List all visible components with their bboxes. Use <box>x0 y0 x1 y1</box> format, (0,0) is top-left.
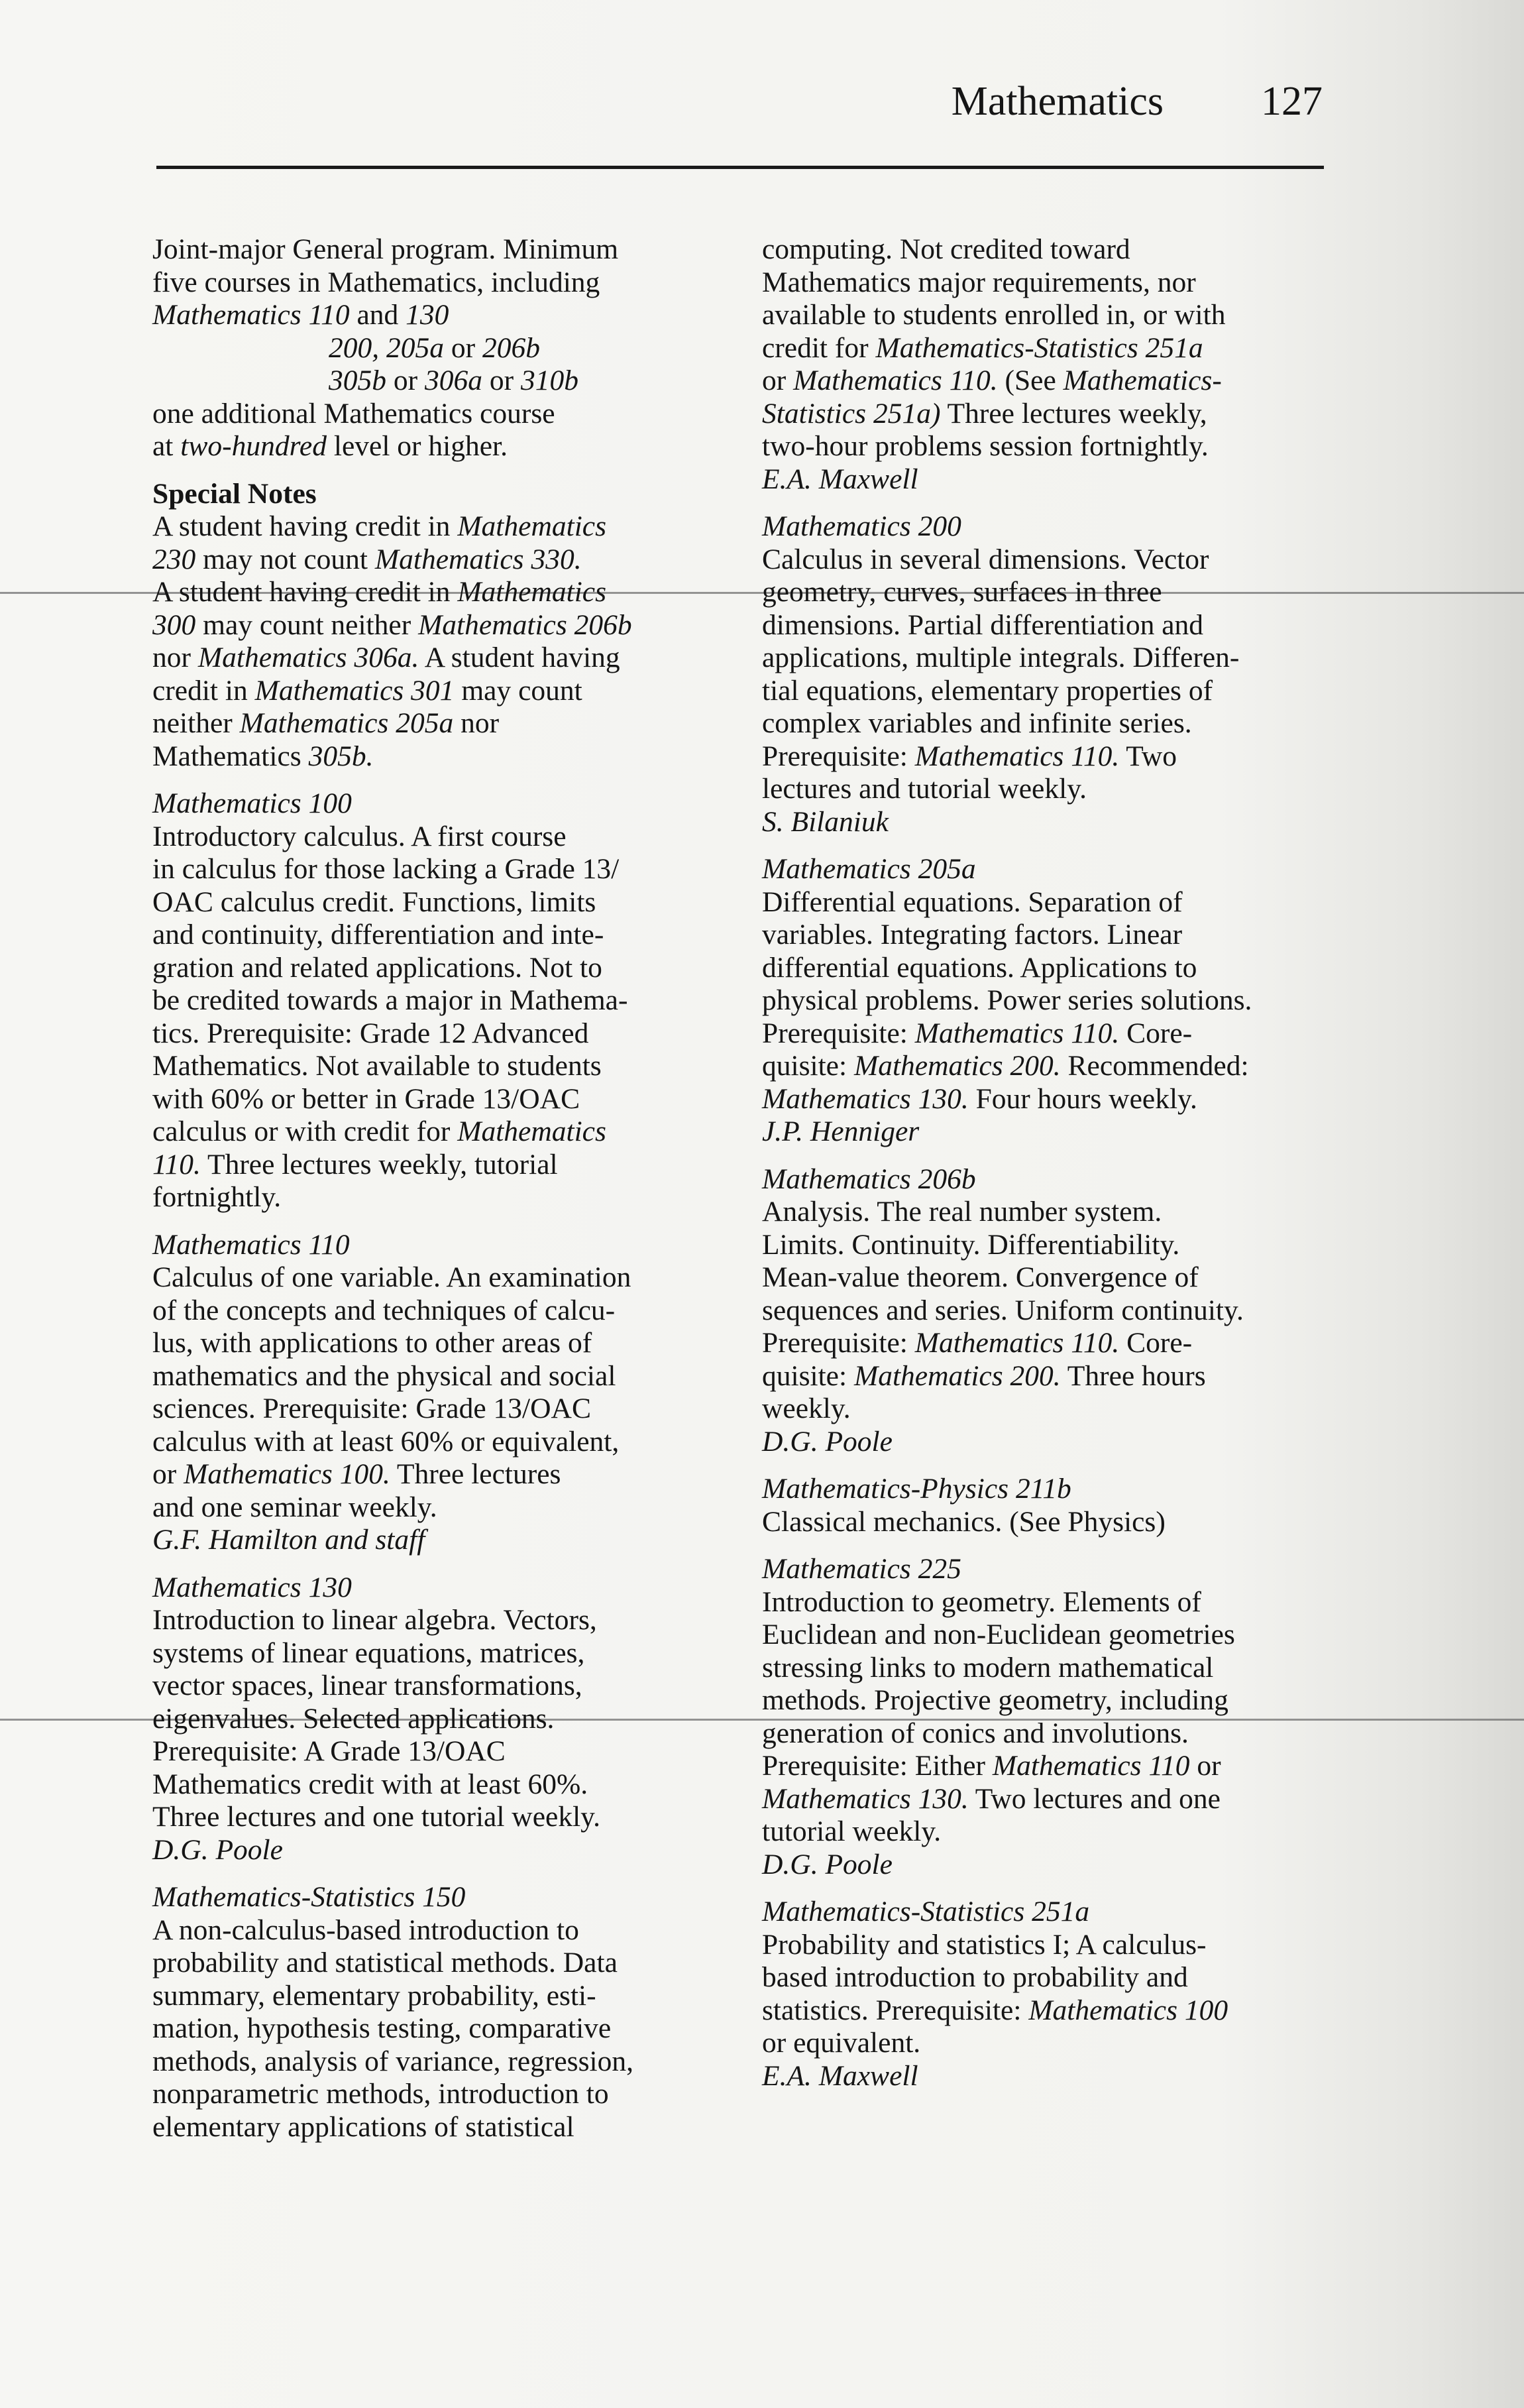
text-line: differential equations. Applications to <box>762 951 1197 984</box>
text-line: applications, multiple integrals. Differen- <box>762 642 1240 673</box>
text-line: methods. Projective geometry, including <box>762 1684 1228 1716</box>
text-line: at two-hundred level or higher. <box>152 430 508 462</box>
program-requirements <box>152 233 729 463</box>
course-title: Mathematics 206b <box>762 1163 976 1195</box>
header-rule <box>156 166 1324 169</box>
text-line: lectures and tutorial weekly. <box>762 773 1087 805</box>
course-title: Mathematics 205a <box>762 853 976 885</box>
text-line: Calculus in several dimensions. Vector <box>762 543 1209 575</box>
text-line: mation, hypothesis testing, comparative <box>152 2012 612 2044</box>
course-entry <box>152 1229 729 1557</box>
instructor-name: D.G. Poole <box>152 1833 283 1866</box>
text-line: tial equations, elementary properties of <box>762 674 1213 707</box>
text-line: A student having credit in Mathematics <box>152 576 607 608</box>
text-line: or Mathematics 100. Three lectures <box>152 1458 561 1490</box>
instructor-name: J.P. Henniger <box>762 1116 920 1147</box>
course-title: Mathematics-Statistics 150 <box>152 1881 466 1913</box>
text-line: tutorial weekly. <box>762 1815 942 1847</box>
text-line: Analysis. The real number system. <box>762 1196 1162 1228</box>
text-line: 300 may count neither Mathematics 206b <box>152 608 632 641</box>
text-line: probability and statistical methods. Data <box>152 1947 618 1978</box>
course-entry <box>762 853 1345 1149</box>
running-head-title: Mathematics <box>951 79 1164 124</box>
text-line: Euclidean and non-Euclidean geometries <box>762 1619 1235 1650</box>
text-line: Mathematics. Not available to students <box>152 1050 602 1082</box>
text-line: Prerequisite: Mathematics 110. Core- <box>762 1327 1193 1359</box>
course-title: Mathematics 200 <box>762 510 961 542</box>
text-line: sciences. Prerequisite: Grade 13/OAC <box>152 1393 591 1424</box>
text-line: nonparametric methods, introduction to <box>152 2078 609 2110</box>
text-line: Mathematics 130. Two lectures and one <box>762 1782 1221 1815</box>
text-line: Mathematics major requirements, nor <box>762 266 1196 298</box>
course-entry <box>152 1572 729 1867</box>
instructor-name: E.A. Maxwell <box>762 2059 918 2092</box>
text-line: Introduction to linear algebra. Vectors, <box>152 1604 597 1636</box>
text-line: Prerequisite: Mathematics 110. Two <box>762 740 1177 772</box>
text-line: 110. Three lectures weekly, tutorial <box>152 1148 558 1180</box>
course-title: Mathematics 130 <box>152 1571 352 1603</box>
text-line: and continuity, differentiation and inte- <box>152 919 604 950</box>
course-entry <box>762 1163 1345 1459</box>
text-line: Classical mechanics. (See Physics) <box>762 1505 1166 1538</box>
instructor-name: D.G. Poole <box>762 1425 893 1458</box>
text-line: Mathematics 130. Four hours weekly. <box>762 1082 1197 1115</box>
text-line: quisite: Mathematics 200. Three hours <box>762 1359 1206 1392</box>
text-line: stressing links to modern mathematical <box>762 1651 1214 1684</box>
text-line: two-hour problems session fortnightly. <box>762 430 1209 462</box>
text-line: neither Mathematics 205a nor <box>152 707 500 739</box>
text-line: be credited towards a major in Mathema- <box>152 984 628 1016</box>
text-line: Introductory calculus. A first course <box>152 820 567 852</box>
text-line: with 60% or better in Grade 13/OAC <box>152 1082 580 1115</box>
text-line: A non-calculus-based introduction to <box>152 1914 579 1946</box>
text-line: one additional Mathematics course <box>152 397 555 430</box>
text-line: credit in Mathematics 301 may count <box>152 674 582 707</box>
text-line: Limits. Continuity. Differentiability. <box>762 1228 1180 1261</box>
section-heading: Special Notes <box>152 477 317 510</box>
course-title: Mathematics-Physics 211b <box>762 1473 1071 1505</box>
text-line: mathematics and the physical and social <box>152 1359 616 1392</box>
text-line: Three lectures and one tutorial weekly. <box>152 1801 600 1833</box>
text-line: and one seminar weekly. <box>152 1491 437 1523</box>
text-line: complex variables and infinite series. <box>762 707 1192 739</box>
text-line: dimensions. Partial differentiation and <box>762 608 1204 641</box>
text-line: statistics. Prerequisite: Mathematics 100 <box>762 1994 1228 2026</box>
special-notes <box>152 478 729 774</box>
text-line: 200, 205a or 206b <box>329 331 540 364</box>
text-line: OAC calculus credit. Functions, limits <box>152 886 596 918</box>
left-column <box>152 233 729 2158</box>
text-line: 230 may not count Mathematics 330. <box>152 543 582 575</box>
right-column <box>762 233 1345 2107</box>
text-line: or equivalent. <box>762 2027 921 2059</box>
course-title: Mathematics 110 <box>152 1228 350 1261</box>
text-line: credit for Mathematics-Statistics 251a <box>762 331 1203 364</box>
text-line: sequences and series. Uniform continuity. <box>762 1294 1244 1326</box>
text-line: Calculus of one variable. An examination <box>152 1261 631 1293</box>
text-line: computing. Not credited toward <box>762 233 1130 265</box>
text-line: five courses in Mathematics, including <box>152 266 600 298</box>
text-line: generation of conics and involutions. <box>762 1717 1189 1749</box>
text-line: or Mathematics 110. (See Mathematics- <box>762 365 1222 396</box>
text-line: calculus or with credit for Mathematics <box>152 1116 606 1147</box>
text-line: Prerequisite: Mathematics 110. Core- <box>762 1017 1193 1049</box>
text-line: Statistics 251a) Three lectures weekly, <box>762 397 1207 430</box>
text-line: Probability and statistics I; A calculus- <box>762 1928 1207 1961</box>
text-line: 305b or 306a or 310b <box>329 365 578 396</box>
text-line: Mathematics 305b. <box>152 740 374 772</box>
text-line: physical problems. Power series solutions. <box>762 984 1252 1016</box>
text-line: elementary applications of statistical <box>152 2110 574 2143</box>
text-line: weekly. <box>762 1393 851 1424</box>
course-entry <box>762 1896 1345 2093</box>
text-line: gration and related applications. Not to <box>152 951 602 984</box>
instructor-name: G.F. Hamilton and staff <box>152 1524 425 1556</box>
text-line: Joint-major General program. Minimum <box>152 233 619 265</box>
text-line: quisite: Mathematics 200. Recommended: <box>762 1050 1249 1082</box>
instructor-name: S. Bilaniuk <box>762 805 889 838</box>
text-line: Mathematics credit with at least 60%. <box>152 1768 588 1800</box>
text-line: in calculus for those lacking a Grade 13/ <box>152 853 620 885</box>
text-line: nor Mathematics 306a. A student having <box>152 642 620 673</box>
course-title: Mathematics-Statistics 251a <box>762 1896 1090 1927</box>
page-number: 127 <box>1261 79 1323 124</box>
text-line: calculus with at least 60% or equivalent, <box>152 1425 620 1458</box>
text-line: geometry, curves, surfaces in three <box>762 576 1162 608</box>
page-header <box>156 78 1323 138</box>
text-line: vector spaces, linear transformations, <box>152 1670 582 1701</box>
text-line: A student having credit in Mathematics <box>152 510 607 542</box>
course-entry <box>762 1553 1345 1881</box>
course-entry <box>762 510 1345 838</box>
text-line: methods, analysis of variance, regression, <box>152 2045 633 2077</box>
text-line: Mathematics 110 and 130 <box>152 299 449 331</box>
text-line: systems of linear equations, matrices, <box>152 1636 585 1669</box>
text-line: fortnightly. <box>152 1181 282 1213</box>
text-line: of the concepts and techniques of calcu- <box>152 1294 616 1326</box>
text-line: Prerequisite: A Grade 13/OAC <box>152 1735 506 1767</box>
text-line: Mean-value theorem. Convergence of <box>762 1261 1199 1293</box>
instructor-name: E.A. Maxwell <box>762 463 918 495</box>
text-line: variables. Integrating factors. Linear <box>762 919 1183 950</box>
text-line: eigenvalues. Selected applications. <box>152 1702 555 1735</box>
text-line: based introduction to probability and <box>762 1961 1188 1993</box>
course-entry <box>152 787 729 1214</box>
text-line: Introduction to geometry. Elements of <box>762 1585 1201 1618</box>
text-line: Prerequisite: Either Mathematics 110 or <box>762 1750 1221 1782</box>
course-title: Mathematics 225 <box>762 1553 961 1585</box>
text-line: lus, with applications to other areas of <box>152 1327 592 1359</box>
course-entry <box>762 1473 1345 1538</box>
text-line: Differential equations. Separation of <box>762 886 1183 918</box>
course-entry-continued <box>762 233 1345 496</box>
text-line: summary, elementary probability, esti- <box>152 1979 596 2012</box>
course-title: Mathematics 100 <box>152 787 352 819</box>
text-line: tics. Prerequisite: Grade 12 Advanced <box>152 1017 589 1049</box>
instructor-name: D.G. Poole <box>762 1848 893 1880</box>
course-entry <box>152 1881 729 2144</box>
text-line: available to students enrolled in, or with <box>762 299 1226 331</box>
